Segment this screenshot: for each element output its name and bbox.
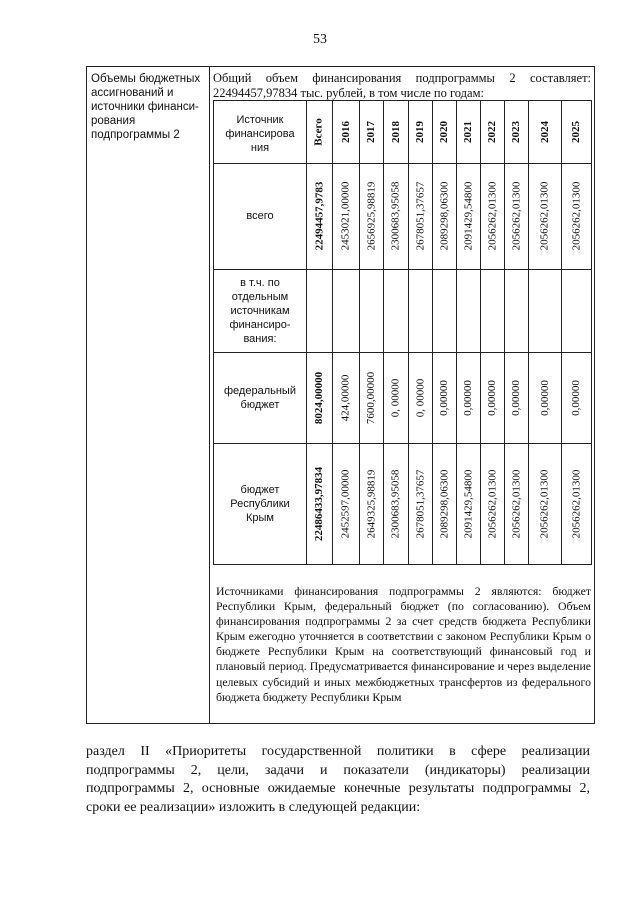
header-year-2020: [432, 101, 456, 163]
row-value-2016: [332, 163, 359, 269]
header-year-2020-text: 2020: [438, 121, 450, 143]
row-value-2022-text: 2056262,01300: [486, 181, 498, 251]
row-label: всего: [246, 210, 274, 222]
row-value-2019-text: 2678051,37657: [414, 469, 426, 539]
column-divider: [209, 67, 210, 723]
row-value-2024: [528, 352, 561, 443]
row-value-2019: [408, 443, 432, 565]
row-value-2024: [528, 443, 561, 565]
header-year-2022: [480, 101, 504, 163]
row-value-2022: [480, 163, 504, 269]
header-year-2018-text: 2018: [389, 121, 402, 143]
row-value-2018-text: 0, 00000: [389, 378, 402, 417]
row-value-2016-text: 2452597,00000: [339, 469, 352, 539]
row-value-2016-text: 424,00000: [339, 374, 352, 421]
row-value-2017-text: 2656925,98819: [365, 181, 377, 251]
row-value-2024-text: 2056262,01300: [538, 181, 551, 251]
row-value-2018-text: 2300683,95058: [389, 181, 402, 251]
header-year-2024: [528, 101, 561, 163]
row-label: в т.ч. по отдельным источникам финансиро-вания:: [229, 276, 291, 345]
row-value-2020-text: 2089298,06300: [438, 181, 450, 251]
header-year-2019-text: 2019: [414, 121, 426, 143]
header-year-2021: [456, 101, 480, 163]
row-value-2018-text: 2300683,95058: [389, 469, 402, 539]
row-value-2020-text: 0,00000: [438, 379, 450, 416]
row-value-2018: [383, 443, 408, 565]
row-total: [306, 443, 332, 565]
financing-intro: Общий объем финансирования подпрограммы 2 составляет: 22494457,97834 тыс. рублей, в том числе по годам:: [213, 71, 591, 100]
row-value-2021-text: 2091429,54800: [462, 181, 474, 251]
row-value-2019-text: 2678051,37657: [414, 181, 426, 251]
row-value-2019: [408, 352, 432, 443]
row-value-2019-text: 0, 00000: [414, 378, 426, 417]
financing-by-year-table: [213, 100, 592, 565]
header-year-2019: [408, 101, 432, 163]
row-value-2022: [480, 352, 504, 443]
header-year-2023: [504, 101, 528, 163]
row-value-2020: [432, 443, 456, 565]
row-value-2023-text: 2056262,01300: [510, 181, 522, 251]
header-year-2016: [332, 101, 359, 163]
row-value-2025-text: 0,00000: [570, 379, 582, 416]
row-value-2018: [383, 163, 408, 269]
page-number: 53: [313, 32, 327, 47]
header-year-2021-text: 2021: [462, 121, 474, 143]
table-row-divider: [214, 269, 591, 270]
header-year-2017-text: 2017: [365, 121, 377, 143]
header-year-2025: [561, 101, 591, 163]
row-label: бюджет Республики Крым: [230, 484, 290, 524]
row-value-2023-text: 0,00000: [510, 379, 522, 416]
row-total-text: 8024,00000: [313, 371, 325, 424]
row-value-2025-text: 2056262,01300: [570, 181, 582, 251]
row-total-text: 22486433,97834: [313, 466, 325, 542]
row-value-2022-text: 2056262,01300: [486, 469, 498, 539]
row-value-2020: [432, 163, 456, 269]
row-value-2025: [561, 352, 591, 443]
row-value-2023: [504, 443, 528, 565]
row-value-2021: [456, 352, 480, 443]
row-value-2019: [408, 163, 432, 269]
row-value-2024-text: 0,00000: [538, 379, 551, 416]
row-value-2017: [359, 163, 383, 269]
row-value-2016: [332, 443, 359, 565]
row-value-2025: [561, 443, 591, 565]
row-value-2025: [561, 163, 591, 269]
row-value-2016-text: 2453021,00000: [339, 181, 352, 251]
row-value-2024: [528, 163, 561, 269]
row-value-2018: [383, 352, 408, 443]
section-instruction: раздел II «Приоритеты государственной политики в сфере реализации подпрограммы 2, цели, задачи и показатели (индикаторы) реализации подпрограммы 2, основные ожидаемые конечные результаты подпрограммы 2, сроки ее реализации» изложить в следующей редакции:: [86, 744, 590, 815]
row-value-2021-text: 2091429,54800: [462, 469, 474, 539]
row-total: [306, 352, 332, 443]
header-year-2022-text: 2022: [486, 121, 498, 143]
row-value-2020-text: 2089298,06300: [438, 469, 450, 539]
header-year-2025-text: 2025: [570, 121, 582, 143]
header-source-label: Источник финансирова ния: [225, 114, 295, 154]
header-year-2017: [359, 101, 383, 163]
row-value-2023: [504, 163, 528, 269]
row-value-2020: [432, 352, 456, 443]
row-value-2023-text: 2056262,01300: [510, 469, 522, 539]
financing-row-label: Объемы бюджетных ассигнований и источники финанси-рования подпрограммы 2: [91, 73, 201, 141]
row-value-2023: [504, 352, 528, 443]
header-year-2018: [383, 101, 408, 163]
row-value-2016: [332, 352, 359, 443]
row-value-2025-text: 2056262,01300: [570, 469, 582, 539]
header-total-text: Всего: [313, 118, 325, 146]
header-year-2016-text: 2016: [339, 121, 352, 143]
financing-notes: Источниками финансирования подпрограммы 2 являются: бюджет Республики Крым, федеральный бюджет (по согласованию). Объем финансирования подпрограммы 2 за счет средств бюджета Республики Крым ежегодно уточняется в соответствии с законом Республики Крым о бюджете Республики Крым на соответствующий финансовый год и плановый период. Предусматривается финансирование и через выделение целевых субсидий и иных межбюджетных трансфертов из федерального бюджета бюджету Республики Крым: [216, 584, 591, 704]
row-value-2021-text: 0,00000: [462, 379, 474, 416]
header-year-2024-text: 2024: [538, 121, 551, 143]
row-total-text: 22494457,9783: [313, 181, 325, 251]
header-year-2023-text: 2023: [510, 121, 522, 143]
row-value-2022-text: 0,00000: [486, 379, 498, 416]
row-value-2017-text: 2649325,98819: [365, 469, 377, 539]
row-value-2017: [359, 443, 383, 565]
row-label: федеральный бюджет: [224, 384, 296, 411]
row-value-2017: [359, 352, 383, 443]
row-value-2021: [456, 163, 480, 269]
row-value-2017-text: 7600,00000: [365, 371, 377, 424]
row-total: [306, 163, 332, 269]
row-value-2021: [456, 443, 480, 565]
row-value-2024-text: 2056262,01300: [538, 469, 551, 539]
header-total: [306, 101, 332, 163]
row-value-2022: [480, 443, 504, 565]
